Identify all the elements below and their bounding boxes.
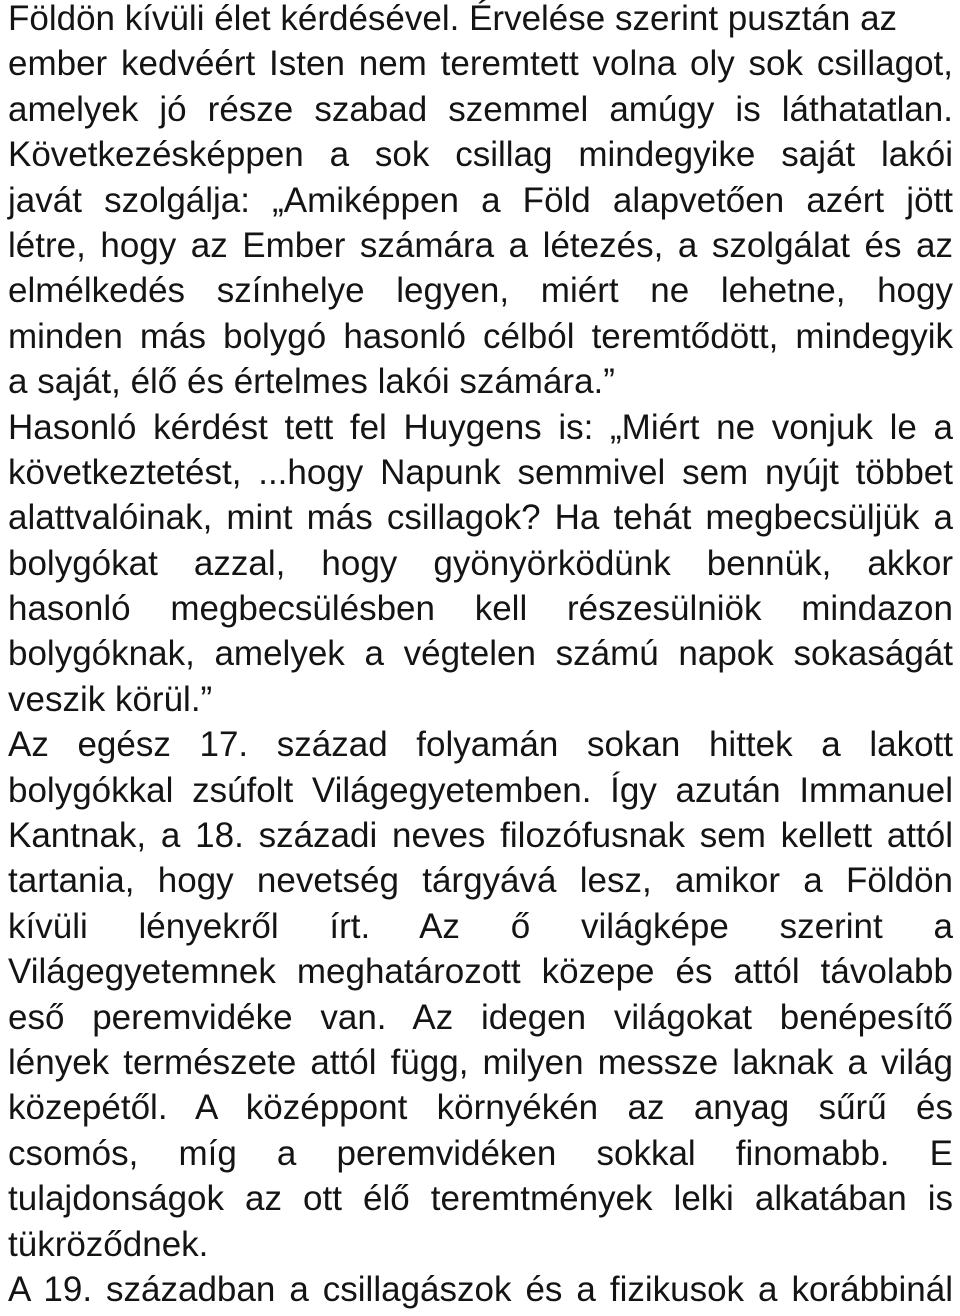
text-line: elmélkedés színhelye legyen, miért ne lehetne, hogy	[8, 271, 953, 311]
text-line: javát szolgálja: „Amiképpen a Föld alapvetően azért jött	[8, 180, 953, 220]
text-line: ember kedvéért Isten nem teremtett volna oly sok csillagot,	[8, 44, 953, 84]
text-line: létre, hogy az Ember számára a létezés, a szolgálat és az	[8, 225, 953, 265]
text-line: A 19. században a csillagászok és a fizikusok a korábbinál	[8, 1269, 953, 1309]
text-line: Hasonló kérdést tett fel Huygens is: „Miért ne vonjuk le a	[8, 407, 953, 447]
text-line: alattvalóinak, mint más csillagok? Ha tehát megbecsüljük a	[8, 498, 953, 538]
text-line: kívüli lényekről írt. Az ő világképe szerint a	[8, 906, 953, 946]
text-line: Következésképpen a sok csillag mindegyike saját lakói	[8, 135, 953, 175]
text-line: közepétől. A középpont környékén az anyag sűrű és	[8, 1088, 953, 1128]
text-line: tartania, hogy nevetség tárgyává lesz, amikor a Földön	[8, 861, 953, 901]
text-line: bolygókkal zsúfolt Világegyetemben. Így azután Immanuel	[8, 770, 953, 810]
text-line: minden más bolygó hasonló célból teremtődött, mindegyik	[8, 316, 953, 356]
text-line: Az egész 17. század folyamán sokan hittek a lakott	[8, 725, 953, 765]
text-line: eső peremvidéke van. Az idegen világokat benépesítő	[8, 997, 953, 1037]
text-line: tükröződnek.	[8, 1224, 209, 1264]
text-line: tulajdonságok az ott élő teremtmények lelki alkatában is	[8, 1179, 953, 1219]
text-line: veszik körül.”	[8, 679, 213, 719]
text-line: bolygókat azzal, hogy gyönyörködünk bennük, akkor	[8, 543, 953, 583]
text-line: következtetést, ...hogy Napunk semmivel sem nyújt többet	[8, 452, 953, 492]
text-line: csomós, míg a peremvidéken sokkal finomabb. E	[8, 1133, 953, 1173]
text-line: a saját, élő és értelmes lakói számára.”	[8, 362, 615, 402]
body-text	[8, 0, 953, 1312]
text-line: hasonló megbecsülésben kell részesülniök mindazon	[8, 589, 953, 629]
text-line: bolygóknak, amelyek a végtelen számú napok sokaságát	[8, 634, 953, 674]
text-line: Földön kívüli élet kérdésével. Érvelése szerint pusztán az	[8, 0, 898, 38]
text-line: lények természete attól függ, milyen messze laknak a világ	[8, 1042, 953, 1082]
text-line: Kantnak, a 18. századi neves filozófusnak sem kellett attól	[8, 816, 953, 856]
text-line: amelyek jó része szabad szemmel amúgy is láthatatlan.	[8, 89, 953, 129]
text-line: Világegyetemnek meghatározott közepe és attól távolabb	[8, 952, 953, 992]
